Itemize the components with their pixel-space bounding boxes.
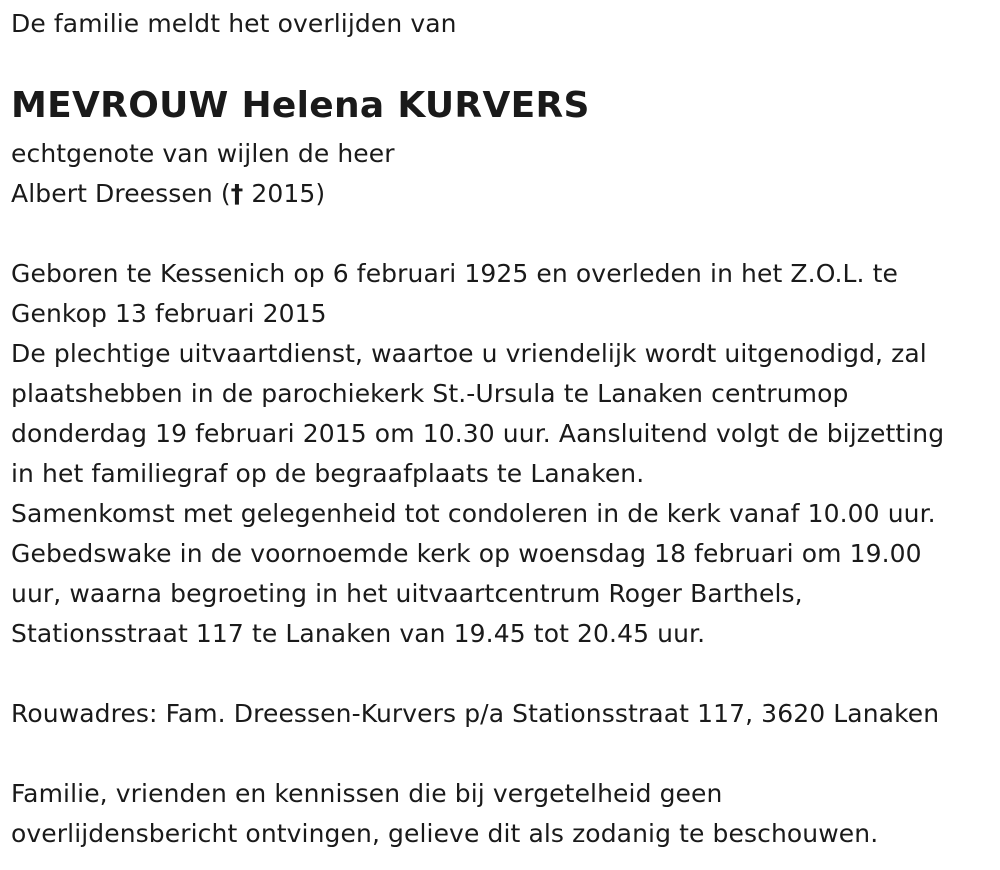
spouse-name-prefix: Albert Dreessen ( <box>11 179 231 208</box>
body-line: uur, waarna begroeting in het uitvaartcentrum Roger Barthels, <box>11 579 803 608</box>
cross-icon: † <box>230 179 244 208</box>
body-line: donderdag 19 februari 2015 om 10.30 uur. Aansluitend volgt de bijzetting <box>11 419 945 448</box>
body-line: Genkop 13 februari 2015 <box>11 299 327 328</box>
spouse-line: echtgenote van wijlen de heer <box>11 139 395 168</box>
body-line: Geboren te Kessenich op 6 februari 1925 en overleden in het Z.O.L. te <box>11 259 899 288</box>
body-line: Samenkomst met gelegenheid tot condoleren in de kerk vanaf 10.00 uur. <box>11 499 936 528</box>
body-line: plaatshebben in de parochiekerk St.-Ursula te Lanaken centrumop <box>11 379 849 408</box>
closing-line: Familie, vrienden en kennissen die bij vergetelheid geen <box>11 779 723 808</box>
spouse-death-year: 2015) <box>243 179 326 208</box>
body-line: De plechtige uitvaartdienst, waartoe u vriendelijk wordt uitgenodigd, zal <box>11 339 927 368</box>
body-line: Gebedswake in de voornoemde kerk op woensdag 18 februari om 19.00 <box>11 539 922 568</box>
closing-line: overlijdensbericht ontvingen, gelieve dit als zodanig te beschouwen. <box>11 819 879 848</box>
intro-text: De familie meldt het overlijden van <box>11 9 457 38</box>
body-line: in het familiegraf op de begraafplaats te Lanaken. <box>11 459 645 488</box>
body-line: Stationsstraat 117 te Lanaken van 19.45 tot 20.45 uur. <box>11 619 706 648</box>
mourning-address: Rouwadres: Fam. Dreessen-Kurvers p/a Stationsstraat 117, 3620 Lanaken <box>11 699 940 728</box>
spouse-name-line <box>11 174 325 214</box>
deceased-name: MEVROUW Helena KURVERS <box>11 85 590 126</box>
